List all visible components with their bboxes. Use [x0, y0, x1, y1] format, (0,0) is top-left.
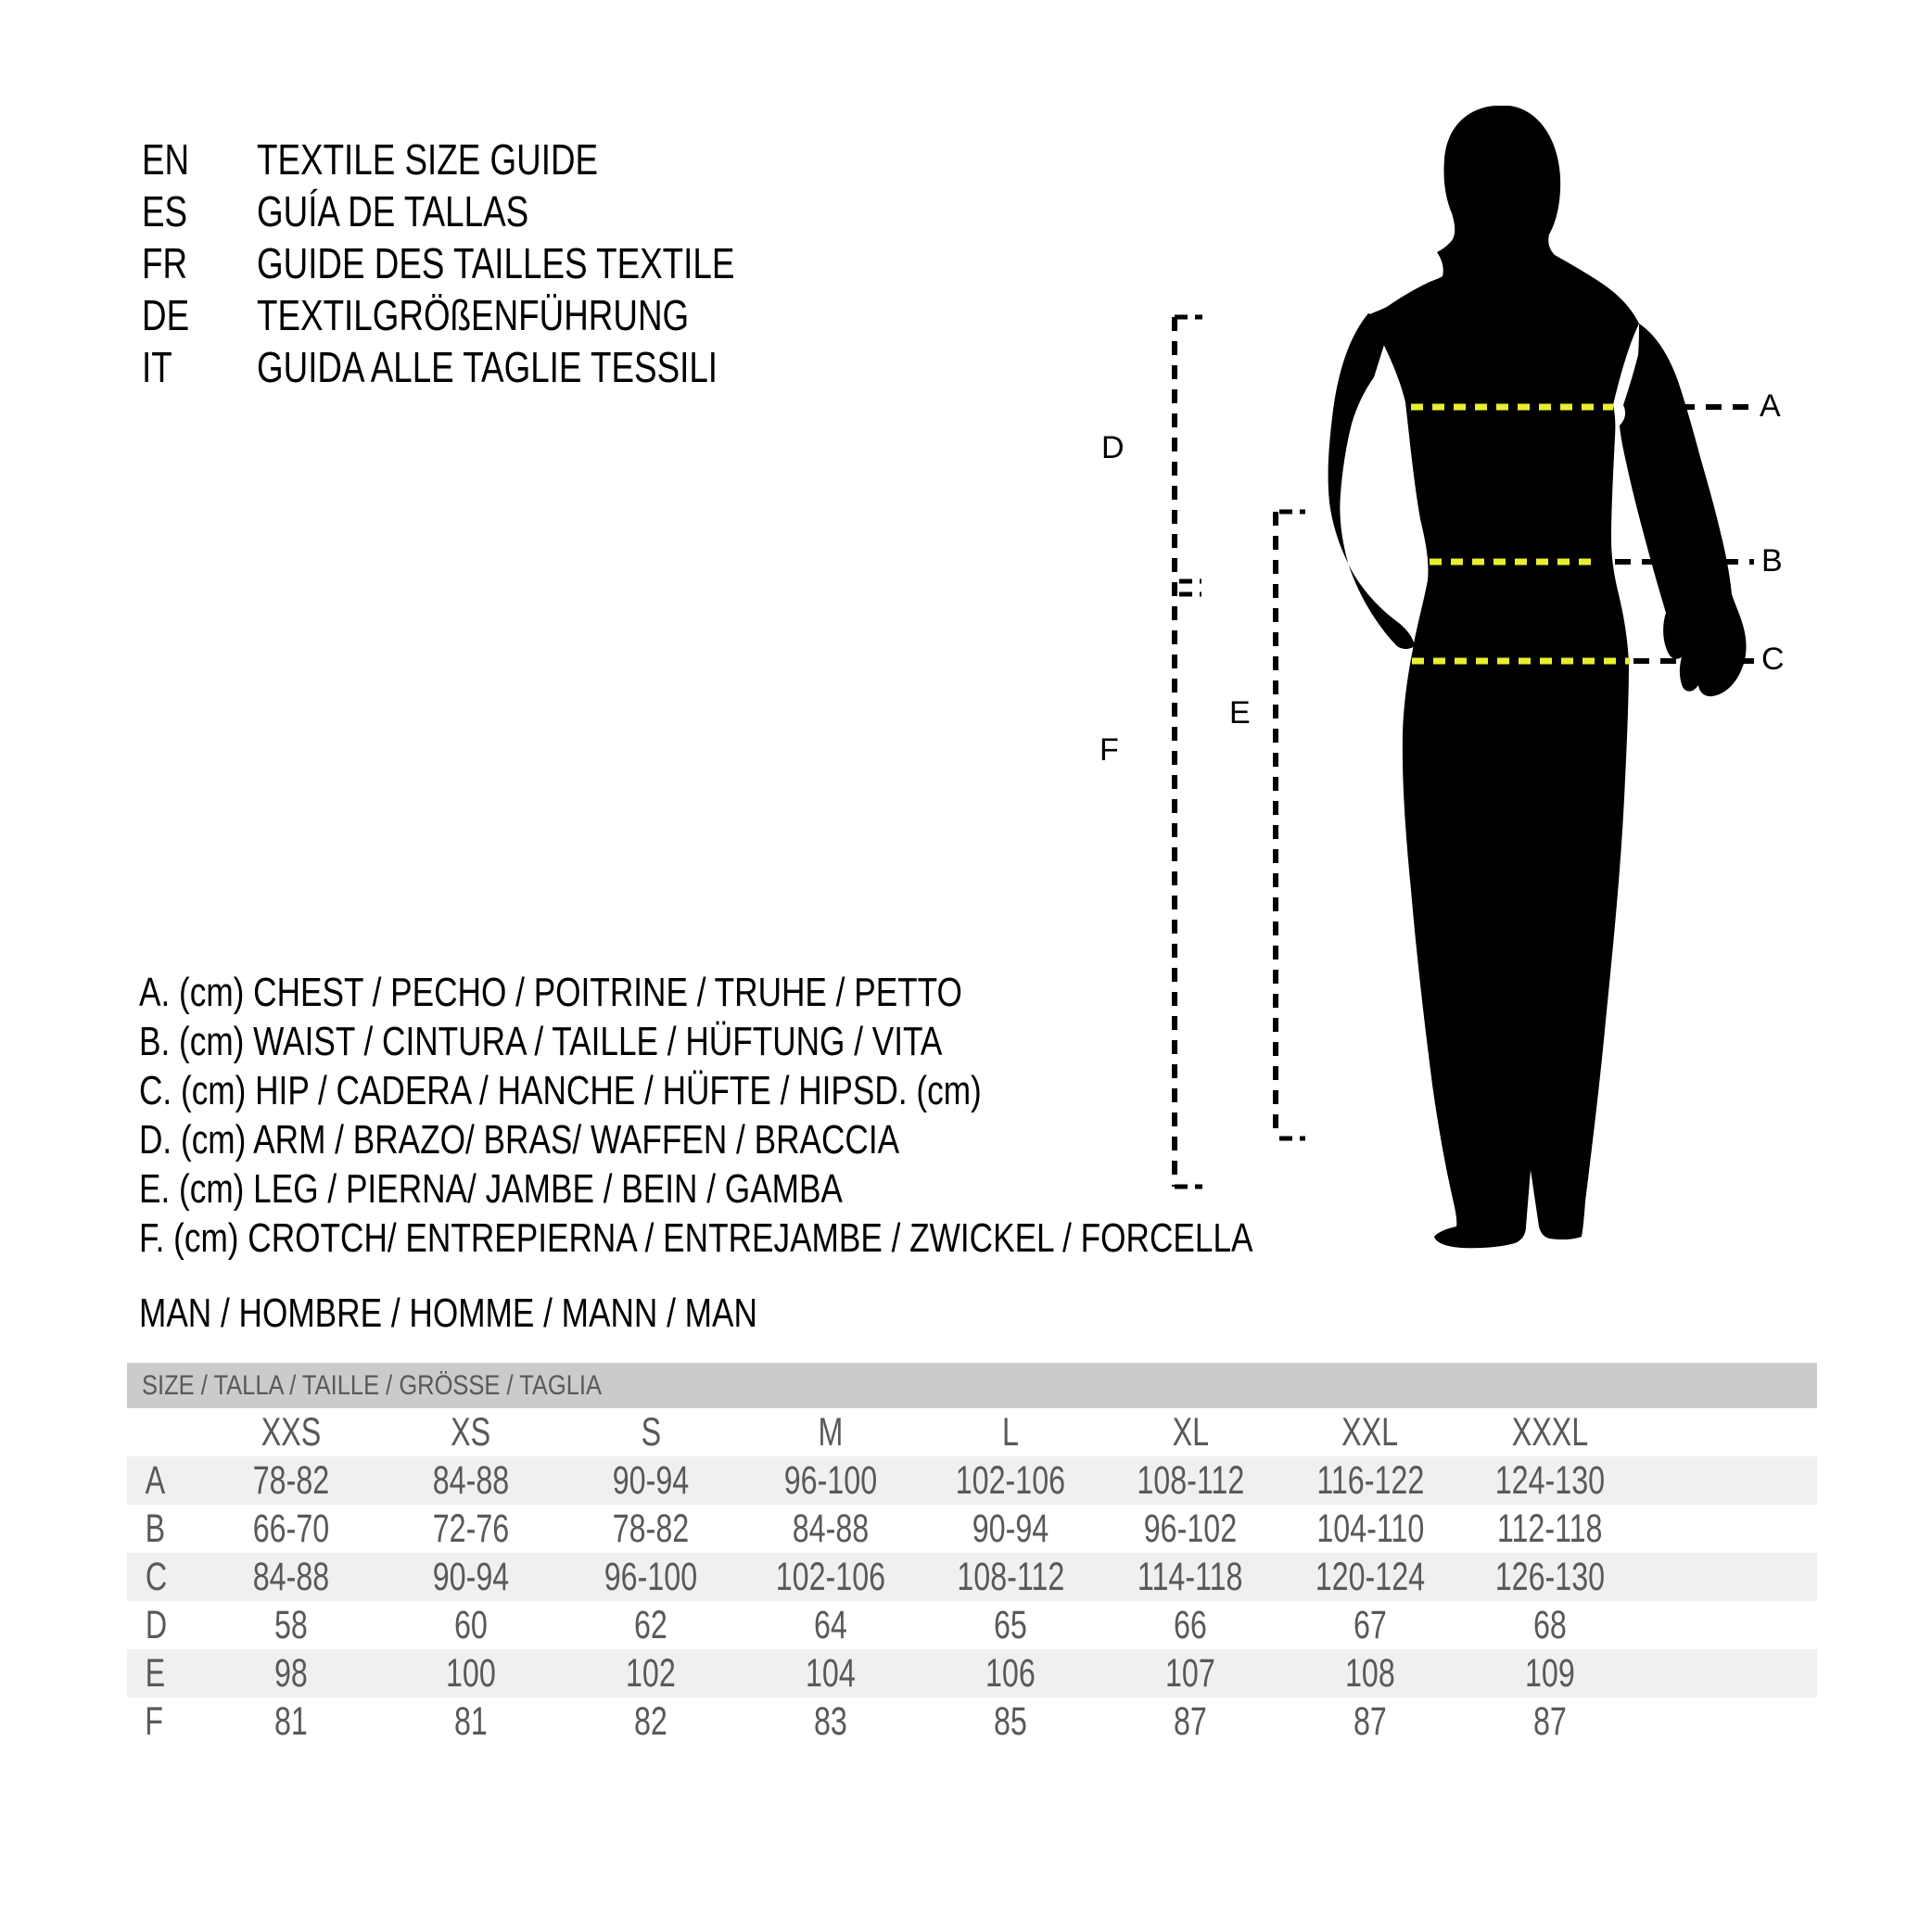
cell: 124-130: [1494, 1457, 1606, 1503]
guide-title-en: TEXTILE SIZE GUIDE: [257, 135, 599, 184]
man-silhouette-right-arm: [1620, 324, 1747, 696]
lang-code: EN: [142, 135, 190, 184]
legend-item-crotch: F. (cm) CROTCH/ ENTREPIERNA / ENTREJAMBE / ZWICKEL / FORCELLA: [139, 1215, 1253, 1261]
cell: 84-88: [432, 1457, 510, 1503]
legend-item-leg: E. (cm) LEG / PIERNA/ JAMBE / BEIN / GAMBA: [139, 1166, 843, 1212]
cell: 126-130: [1494, 1554, 1606, 1599]
size-col-s: S: [641, 1409, 661, 1455]
measure-label-c: C: [1761, 642, 1785, 677]
row-label: C: [145, 1554, 168, 1599]
cell: 67: [1354, 1602, 1387, 1647]
cell: 87: [1174, 1698, 1207, 1744]
cell: 106: [985, 1650, 1036, 1696]
cell: 96-100: [604, 1554, 698, 1599]
cell: 108: [1345, 1650, 1395, 1696]
cell: 81: [274, 1698, 308, 1744]
category-man-label: MAN / HOMBRE / HOMME / MANN / MAN: [139, 1290, 757, 1336]
row-label: D: [145, 1602, 168, 1647]
lang-code: IT: [142, 343, 172, 391]
cell: 84-88: [252, 1554, 330, 1599]
cell: 66-70: [252, 1506, 330, 1551]
table-row-f: [127, 1697, 1817, 1746]
cell: 112-118: [1497, 1506, 1603, 1551]
cell: 66: [1174, 1602, 1207, 1647]
size-col-m: M: [818, 1409, 844, 1455]
row-label: E: [145, 1650, 166, 1696]
table-row-b: [127, 1505, 1817, 1553]
size-col-xxs: XXS: [261, 1409, 322, 1455]
cell: 90-94: [612, 1457, 690, 1503]
cell: 116-122: [1316, 1457, 1424, 1503]
cell: 96-100: [783, 1457, 878, 1503]
size-table: [127, 1363, 1817, 1746]
cell: 83: [814, 1698, 847, 1744]
cell: 87: [1354, 1698, 1387, 1744]
size-col-l: L: [1002, 1409, 1019, 1455]
cell: 82: [634, 1698, 667, 1744]
legend-item-hip: C. (cm) HIP / CADERA / HANCHE / HÜFTE / HIPSD. (cm): [139, 1068, 982, 1113]
cell: 62: [634, 1602, 667, 1647]
table-row-e: [127, 1649, 1817, 1697]
measure-label-b: B: [1761, 543, 1783, 578]
row-label: F: [145, 1698, 163, 1744]
cell: 109: [1525, 1650, 1575, 1696]
cell: 72-76: [432, 1506, 510, 1551]
cell: 68: [1533, 1602, 1567, 1647]
cell: 96-102: [1143, 1506, 1238, 1551]
size-col-xs: XS: [451, 1409, 491, 1455]
size-table-title: SIZE / TALLA / TAILLE / GRÖSSE / TAGLIA: [142, 1370, 603, 1401]
cell: 98: [274, 1650, 308, 1696]
legend-item-arm: D. (cm) ARM / BRAZO/ BRAS/ WAFFEN / BRACCIA: [139, 1117, 900, 1163]
lang-code: FR: [142, 239, 188, 287]
cell: 90-94: [432, 1554, 510, 1599]
size-columns-row: [127, 1408, 1817, 1456]
guide-title-fr: GUIDE DES TAILLES TEXTILE: [257, 239, 735, 287]
cell: 78-82: [612, 1506, 690, 1551]
cell: 102-106: [775, 1554, 886, 1599]
cell: 87: [1533, 1698, 1567, 1744]
cell: 78-82: [252, 1457, 330, 1503]
cell: 104: [806, 1650, 856, 1696]
measure-label-d: D: [1101, 430, 1125, 465]
measurement-legend: [139, 968, 1532, 1263]
row-label: B: [145, 1506, 166, 1551]
table-row-a: [127, 1456, 1817, 1505]
cell: 107: [1165, 1650, 1215, 1696]
measure-label-f: F: [1099, 732, 1119, 768]
measure-label-a: A: [1760, 388, 1781, 424]
cell: 108-112: [1137, 1457, 1244, 1503]
guide-title-it: GUIDA ALLE TAGLIE TESSILI: [257, 343, 718, 391]
size-table-header: [127, 1363, 1817, 1408]
size-col-xxxl: XXXL: [1511, 1409, 1589, 1455]
lang-code: DE: [142, 291, 190, 339]
cell: 64: [814, 1602, 847, 1647]
row-label: A: [145, 1457, 166, 1503]
cell: 90-94: [972, 1506, 1049, 1551]
cell: 114-118: [1138, 1554, 1243, 1599]
legend-item-waist: B. (cm) WAIST / CINTURA / TAILLE / HÜFTUNG / VITA: [139, 1019, 943, 1064]
measure-label-e: E: [1229, 695, 1251, 731]
cell: 108-112: [957, 1554, 1064, 1599]
table-row-c: [127, 1553, 1817, 1601]
lang-code: ES: [142, 187, 188, 235]
size-col-xxl: XXL: [1341, 1409, 1399, 1455]
cell: 102: [626, 1650, 676, 1696]
cell: 81: [454, 1698, 488, 1744]
guide-title-es: GUÍA DE TALLAS: [257, 187, 529, 235]
cell: 84-88: [792, 1506, 870, 1551]
cell: 65: [994, 1602, 1027, 1647]
cell: 102-106: [955, 1457, 1066, 1503]
cell: 100: [446, 1650, 496, 1696]
cell: 58: [274, 1602, 308, 1647]
cell: 120-124: [1315, 1554, 1426, 1599]
table-row-d: [127, 1601, 1817, 1649]
cell: 60: [454, 1602, 488, 1647]
cell: 104-110: [1316, 1506, 1424, 1551]
guide-title-de: TEXTILGRÖßENFÜHRUNG: [257, 291, 690, 339]
legend-item-chest: A. (cm) CHEST / PECHO / POITRINE / TRUHE / PETTO: [139, 970, 962, 1015]
size-col-xl: XL: [1172, 1409, 1209, 1455]
cell: 85: [994, 1698, 1027, 1744]
